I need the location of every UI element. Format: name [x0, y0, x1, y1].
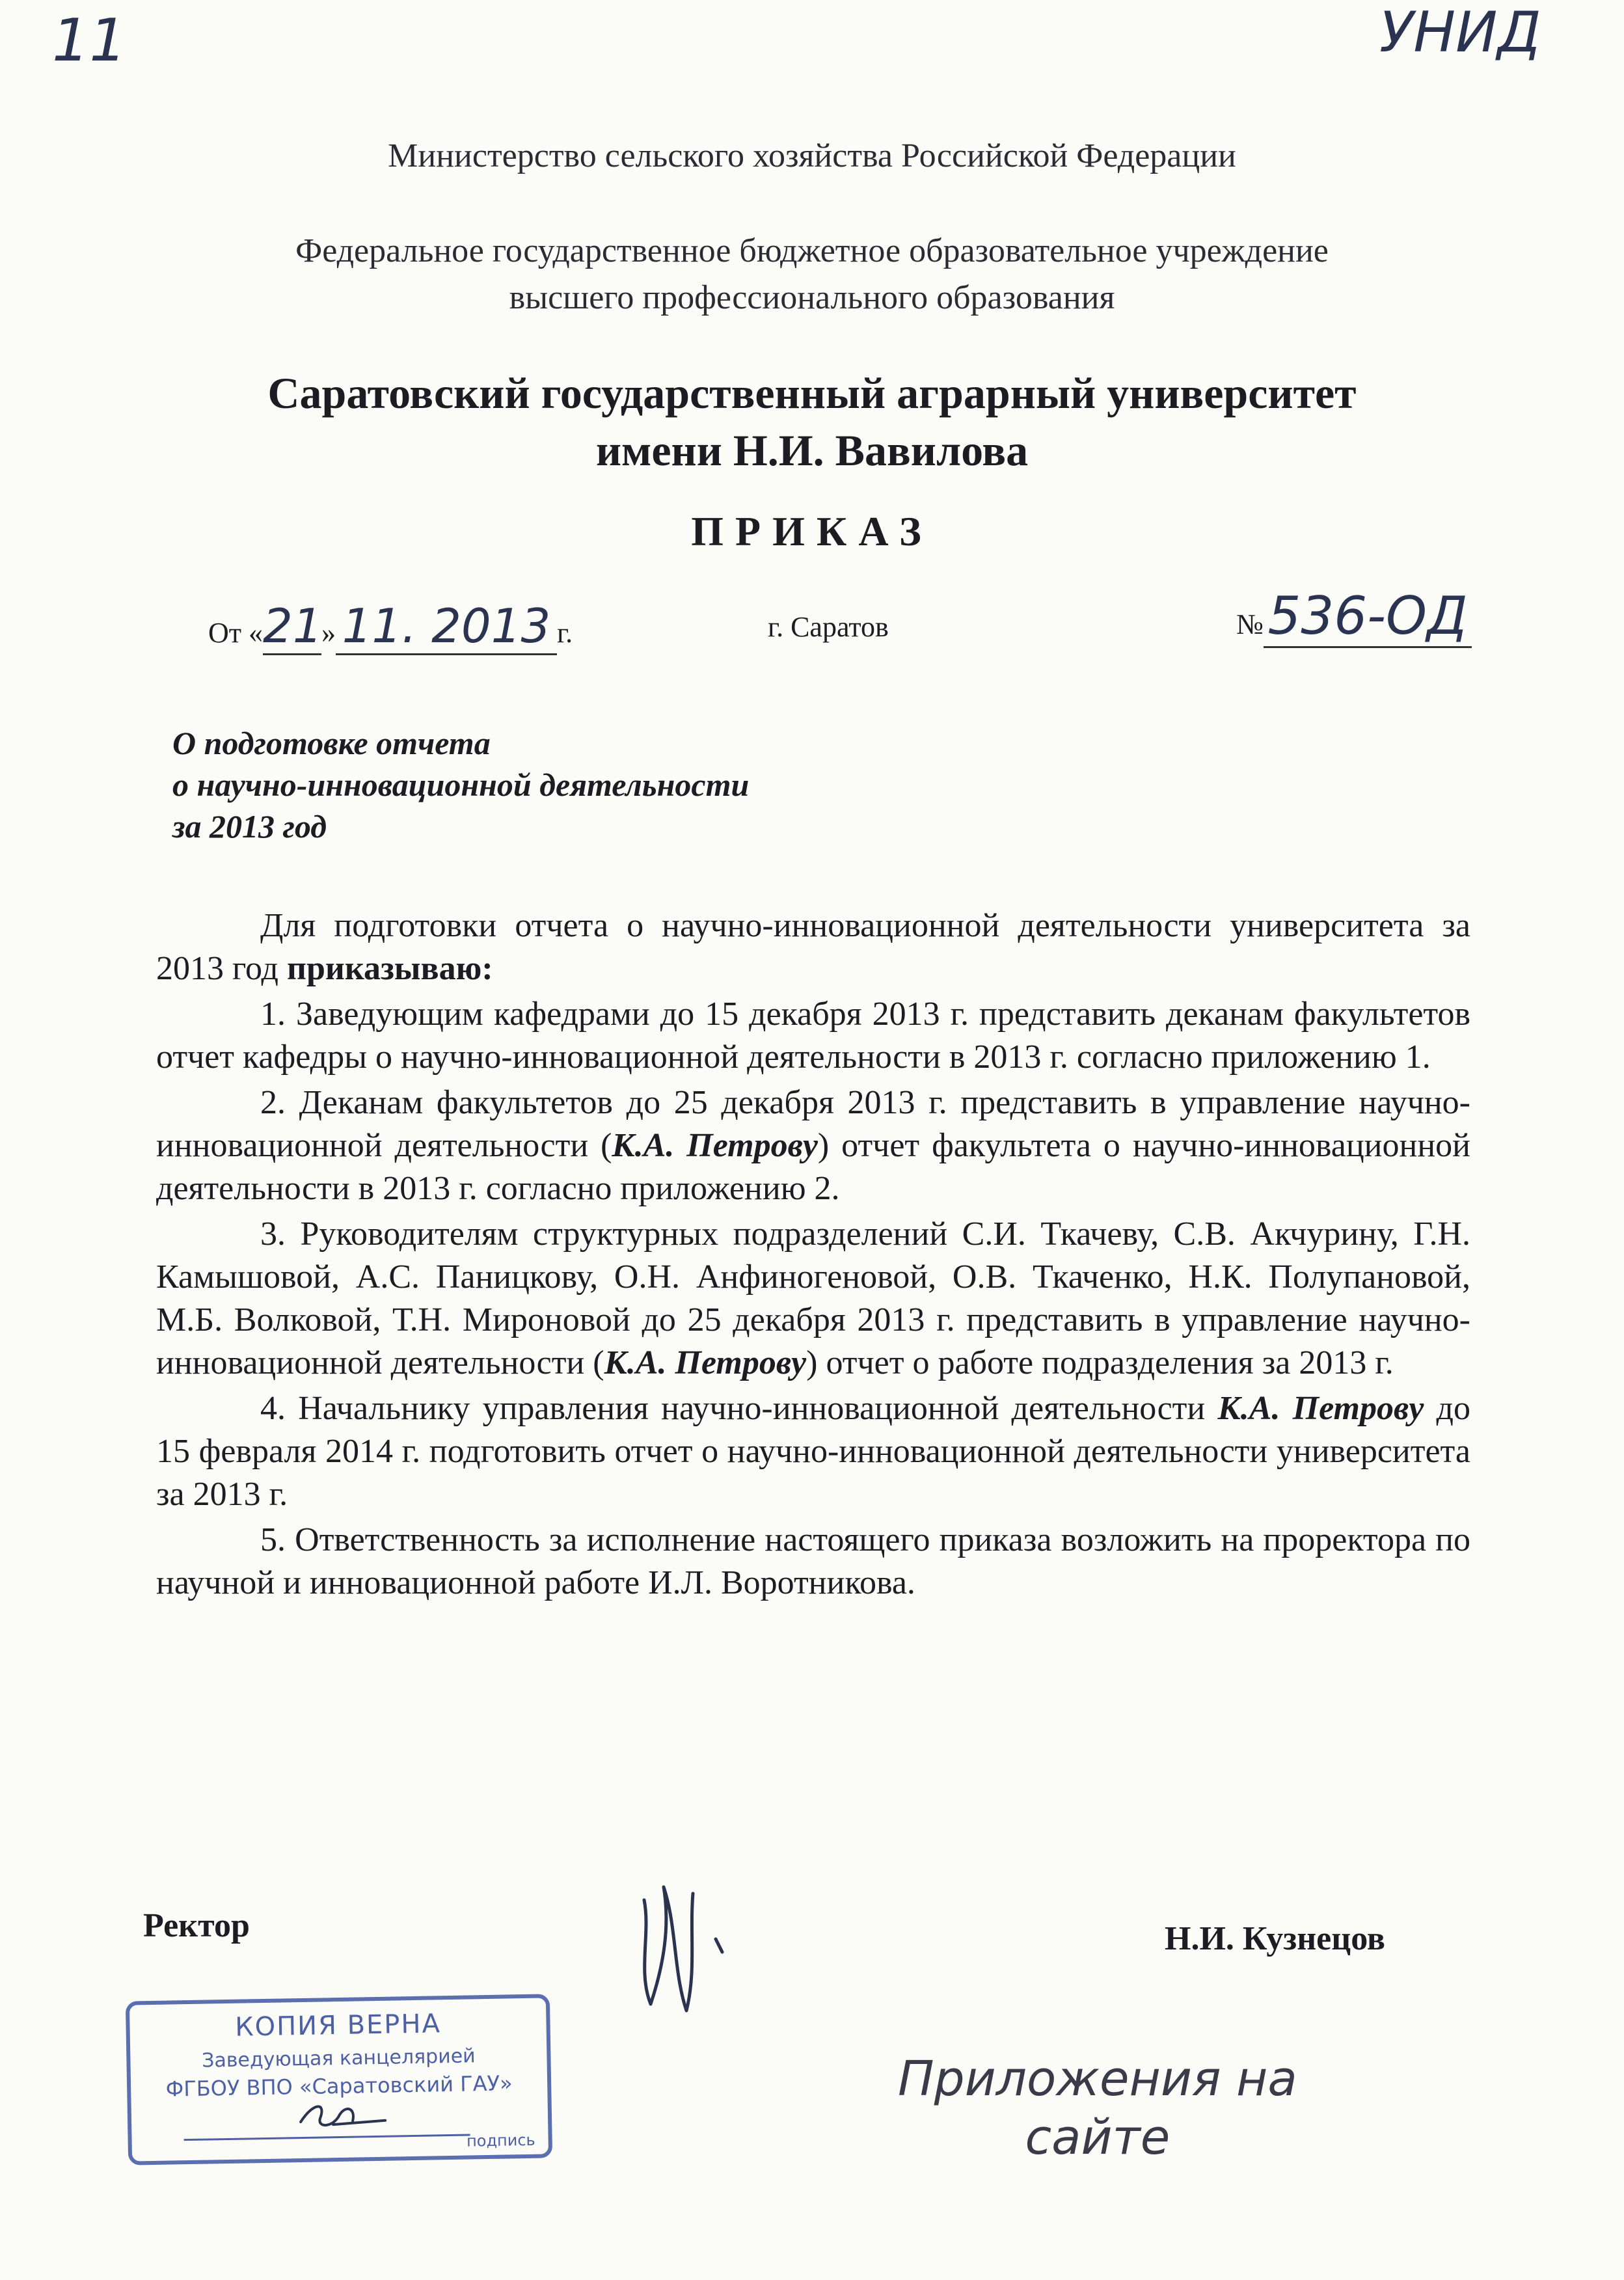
order-item-3: 3. Руководителям структурных подразделений С.И. Ткачеву, С.В. Акчурину, Г.Н. Камышовой, А.С. Паницкову, О.Н. Анфиногеновой, О.В. Ткаченко, Н.К. Полупановой, М.Б. Волковой, Т.Н. Мироновой до 25 декабря 2013 г. представить в управление научно-инновационной деятельности (К.А. Петрову) отчет о работе подразделения за 2013 г.	[156, 1215, 1470, 1381]
rector-signature	[625, 1874, 742, 2024]
subject-line2: о научно-инновационной деятельности	[172, 767, 750, 803]
subject-line3: за 2013 год	[172, 808, 327, 845]
order-body	[156, 904, 1470, 1607]
order-item-4: 4. Начальнику управления научно-инновационной деятельности К.А. Петрову до 15 февраля 2014 г. подготовить отчет о научно-инновационной деятельности университета за 2013 г.	[156, 1390, 1471, 1513]
stamp-line2: Заведующая канцелярией	[201, 2044, 476, 2072]
university-name	[0, 364, 1624, 479]
handwritten-note-line1: Приложения на	[898, 2051, 1297, 2107]
stamp-line3: ФГБОУ ВПО «Саратовский ГАУ»	[165, 2070, 513, 2102]
date-prefix: От «	[208, 617, 264, 649]
order-subject	[172, 722, 749, 847]
number-prefix: №	[1236, 608, 1264, 640]
stamp-line1: КОПИЯ ВЕРНА	[234, 2009, 442, 2043]
date-separator: »	[321, 617, 336, 649]
corner-page-mark: 11	[52, 7, 127, 75]
ministry-name: Министерство сельского хозяйства Российской Федерации	[388, 137, 1236, 174]
institution-type-line1: Федеральное государственное бюджетное образовательное учреждение	[295, 232, 1329, 269]
handwritten-note-line2: сайте	[1025, 2110, 1171, 2165]
institution-type-line2: высшего профессионального образования	[509, 279, 1115, 316]
copy-certified-stamp	[126, 1994, 552, 2165]
date-month-year: 11. 2013	[342, 599, 551, 653]
date-day: 21	[263, 599, 323, 653]
order-city: г. Саратов	[768, 611, 889, 643]
order-item-5: 5. Ответственность за исполнение настоящего приказа возложить на проректора по научной и инновационной работе И.Л. Воротникова.	[156, 1521, 1470, 1601]
stamp-line4: подпись	[466, 2130, 535, 2151]
number-value: 536-ОД	[1267, 586, 1468, 646]
subject-line1: О подготовке отчета	[172, 725, 491, 761]
order-item-1: 1. Заведующим кафедрами до 15 декабря 2013 г. представить деканам факультетов отчет кафедры о научно-инновационной деятельности в 2013 г. согласно приложению 1.	[156, 996, 1470, 1076]
stamp-signature-line	[184, 2134, 470, 2141]
date-suffix: г.	[557, 617, 573, 649]
university-name-line2: имени Н.И. Вавилова	[595, 426, 1029, 475]
handwritten-note	[898, 2050, 1297, 2167]
order-number	[1236, 586, 1472, 648]
stamp-signature	[293, 2094, 398, 2135]
intro-paragraph: Для подготовки отчета о научно-инновационной деятельности университета за 2013 год приказываю:	[156, 907, 1470, 987]
order-date	[208, 599, 573, 655]
corner-dept-mark: УНИД	[1379, 0, 1541, 65]
signatory-name: Н.И. Кузнецов	[1165, 1920, 1385, 1957]
university-name-line1: Саратовский государственный аграрный университет	[267, 368, 1357, 418]
institution-type	[0, 228, 1624, 321]
order-title: ПРИКАЗ	[691, 508, 933, 554]
order-item-2: 2. Деканам факультетов до 25 декабря 2013 г. представить в управление научно-инновационной деятельности (К.А. Петрову) отчет факультета о научно-инновационной деятельности в 2013 г. согласно приложению 2.	[156, 1084, 1470, 1207]
signatory-title: Ректор	[143, 1907, 250, 1944]
